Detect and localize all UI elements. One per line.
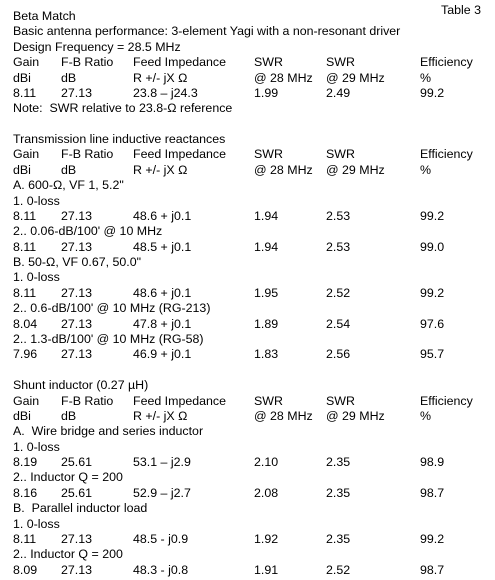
table-cell-swr-29mhz: 2.35 — [326, 531, 351, 546]
table-cell-gain: 8.11 — [13, 85, 37, 100]
table-cell-efficiency: 99.2 — [420, 208, 445, 223]
table-cell-swr-28mhz: SWR — [254, 393, 283, 408]
table-cell-fb-ratio: 25.61 — [61, 485, 93, 500]
table-cell-gain: 8.11 — [13, 285, 37, 300]
table-cell-swr-29mhz: SWR — [326, 147, 355, 162]
table-cell-efficiency: Efficiency — [420, 55, 473, 70]
table-cell-efficiency: 95.7 — [420, 347, 445, 362]
table-cell-gain: dBi — [13, 408, 31, 423]
table-cell-swr-29mhz: 2.56 — [326, 347, 351, 362]
text-line: 2.. Inductor Q = 200 — [13, 547, 123, 562]
table-cell-feed-impedance: R +/- jX Ω — [133, 408, 188, 423]
text-line: 2.. 1.3-dB/100' @ 10 MHz (RG-58) — [13, 331, 204, 346]
table-cell-efficiency: 98.7 — [420, 562, 445, 577]
table-cell-swr-29mhz: @ 29 MHz — [326, 70, 385, 85]
table-cell-swr-28mhz: @ 28 MHz — [254, 70, 313, 85]
table-cell-feed-impedance: Feed Impedance — [133, 147, 226, 162]
text-line: 2.. 0.6-dB/100' @ 10 MHz (RG-213) — [13, 301, 211, 316]
table-cell-gain: 8.19 — [13, 455, 38, 470]
table-cell-feed-impedance: R +/- jX Ω — [133, 70, 188, 85]
text-line: 1. 0-loss — [13, 270, 60, 285]
table-cell-swr-28mhz: SWR — [254, 55, 283, 70]
table-cell-fb-ratio: 27.13 — [61, 208, 93, 223]
table-cell-swr-28mhz: 1.94 — [254, 239, 279, 254]
table-cell-gain: Gain — [13, 393, 40, 408]
table-cell-fb-ratio: 27.13 — [61, 562, 93, 577]
table-cell-swr-28mhz: 1.91 — [254, 562, 279, 577]
table-cell-swr-28mhz: 1.83 — [254, 347, 279, 362]
table-cell-feed-impedance: 53.1 – j2.9 — [133, 455, 191, 470]
table-cell-swr-28mhz: 1.99 — [254, 85, 279, 100]
table-cell-feed-impedance: 46.9 + j0.1 — [133, 347, 192, 362]
table-cell-gain: 8.11 — [13, 531, 37, 546]
table-cell-fb-ratio: 27.13 — [61, 85, 93, 100]
text-line: Design Frequency = 28.5 MHz — [13, 39, 181, 54]
table-cell-swr-29mhz: 2.52 — [326, 562, 351, 577]
text-line: B. Parallel inductor load — [13, 501, 148, 516]
table-cell-fb-ratio: dB — [61, 408, 77, 423]
table-cell-swr-29mhz: 2.54 — [326, 316, 351, 331]
table-cell-feed-impedance: Feed Impedance — [133, 55, 226, 70]
table-cell-efficiency: 99.0 — [420, 239, 445, 254]
text-line: A. Wire bridge and series inductor — [13, 424, 204, 439]
table-cell-fb-ratio: dB — [61, 70, 77, 85]
table-cell-swr-29mhz: 2.53 — [326, 208, 351, 223]
text-line: Shunt inductor (0.27 µH) — [13, 378, 149, 393]
table-cell-swr-28mhz: 1.94 — [254, 208, 279, 223]
table-cell-swr-28mhz: 2.08 — [254, 485, 279, 500]
table-cell-gain: 8.11 — [13, 239, 37, 254]
table-cell-swr-29mhz: @ 29 MHz — [326, 408, 385, 423]
table-cell-efficiency: 99.2 — [420, 85, 445, 100]
text-line: 1. 0-loss — [13, 516, 60, 531]
table-cell-feed-impedance: 48.3 - j0.8 — [133, 562, 189, 577]
table-cell-feed-impedance: 23.8 – j24.3 — [133, 85, 198, 100]
table-cell-feed-impedance: 47.8 + j0.1 — [133, 316, 192, 331]
table-cell-swr-29mhz: @ 29 MHz — [326, 162, 385, 177]
text-line: 2.. 0.06-dB/100' @ 10 MHz — [13, 224, 163, 239]
table-cell-gain: Gain — [13, 55, 40, 70]
table-cell-efficiency: 98.9 — [420, 455, 445, 470]
table-cell-fb-ratio: 25.61 — [61, 455, 93, 470]
table-cell-efficiency: 97.6 — [420, 316, 445, 331]
table-cell-swr-29mhz: 2.53 — [326, 239, 351, 254]
table-cell-gain: 8.11 — [13, 208, 37, 223]
table-cell-efficiency: 99.2 — [420, 285, 445, 300]
table-cell-fb-ratio: 27.13 — [61, 347, 93, 362]
table-cell-efficiency: Efficiency — [420, 147, 473, 162]
table-cell-swr-29mhz: 2.35 — [326, 455, 351, 470]
table-cell-swr-28mhz: 1.89 — [254, 316, 279, 331]
text-line: Note: SWR relative to 23.8-Ω reference — [13, 101, 233, 116]
table-cell-swr-29mhz: 2.35 — [326, 485, 351, 500]
text-line: Beta Match — [13, 9, 76, 23]
table-cell-gain: 8.09 — [13, 562, 38, 577]
table-cell-feed-impedance: 48.5 - j0.9 — [133, 531, 189, 546]
table-cell-feed-impedance: 48.5 + j0.1 — [133, 239, 192, 254]
table-cell-fb-ratio: 27.13 — [61, 531, 93, 546]
table-cell-swr-29mhz: SWR — [326, 393, 355, 408]
table-cell-swr-28mhz: 1.95 — [254, 285, 279, 300]
table-cell-efficiency: 98.7 — [420, 485, 445, 500]
table-cell-swr-28mhz: SWR — [254, 147, 283, 162]
table-cell-fb-ratio: dB — [61, 162, 77, 177]
table-cell-gain: dBi — [13, 162, 31, 177]
text-line: A. 600-Ω, VF 1, 5.2" — [13, 178, 124, 193]
table-cell-fb-ratio: F-B Ratio — [61, 393, 114, 408]
table-cell-swr-28mhz: 2.10 — [254, 455, 279, 470]
text-line: B. 50-Ω, VF 0.67, 50.0" — [13, 255, 141, 270]
table-cell-swr-29mhz: 2.49 — [326, 85, 351, 100]
table-cell-swr-28mhz: @ 28 MHz — [254, 408, 313, 423]
table-cell-gain: 8.04 — [13, 316, 38, 331]
table-cell-efficiency: % — [420, 162, 432, 177]
table-cell-swr-28mhz: @ 28 MHz — [254, 162, 313, 177]
table-cell-feed-impedance: 48.6 + j0.1 — [133, 208, 192, 223]
table-cell-gain: 8.16 — [13, 485, 38, 500]
text-line: Transmission line inductive reactances — [13, 132, 226, 147]
table-cell-feed-impedance: R +/- jX Ω — [133, 162, 188, 177]
table-cell-fb-ratio: 27.13 — [61, 316, 93, 331]
text-line: 1. 0-loss — [13, 193, 60, 208]
table-cell-gain: 7.96 — [13, 347, 38, 362]
table-cell-fb-ratio: F-B Ratio — [61, 147, 114, 162]
table-cell-efficiency: % — [420, 70, 432, 85]
table-cell-efficiency: Efficiency — [420, 393, 473, 408]
table-cell-fb-ratio: 27.13 — [61, 285, 93, 300]
text-line: Basic antenna performance: 3-element Yagi with a non-resonant driver — [13, 24, 401, 39]
text-line: 2.. Inductor Q = 200 — [13, 470, 123, 485]
table-cell-swr-29mhz: 2.52 — [326, 285, 351, 300]
table-cell-gain: Gain — [13, 147, 40, 162]
table-label: Table 3 — [441, 3, 481, 17]
table-cell-efficiency: 99.2 — [420, 531, 445, 546]
table-cell-feed-impedance: 48.6 + j0.1 — [133, 285, 192, 300]
table-cell-swr-29mhz: SWR — [326, 55, 355, 70]
table-cell-swr-28mhz: 1.92 — [254, 531, 279, 546]
table-cell-feed-impedance: Feed Impedance — [133, 393, 226, 408]
table-cell-gain: dBi — [13, 70, 31, 85]
table-cell-fb-ratio: F-B Ratio — [61, 55, 114, 70]
table-cell-feed-impedance: 52.9 – j2.7 — [133, 485, 191, 500]
text-line: 1. 0-loss — [13, 439, 60, 454]
table-cell-efficiency: % — [420, 408, 432, 423]
table-cell-fb-ratio: 27.13 — [61, 239, 93, 254]
